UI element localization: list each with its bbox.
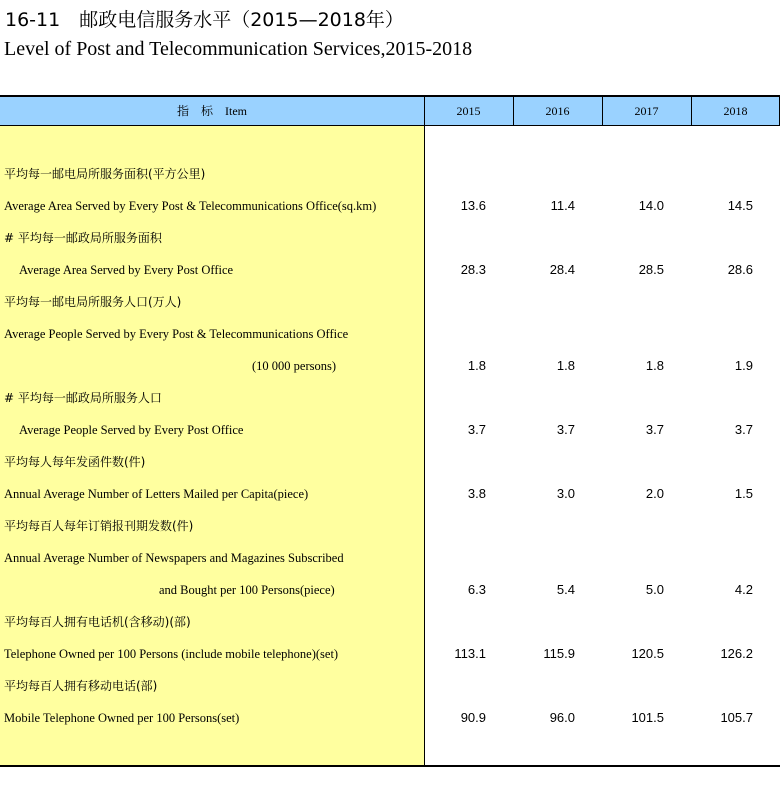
value-cell: 13.6 bbox=[460, 198, 486, 213]
row-label: 平均每百人拥有电话机(含移动)(部) bbox=[4, 615, 191, 629]
table-header-rule bbox=[0, 125, 780, 126]
table-row bbox=[0, 702, 780, 734]
row-label: Telephone Owned per 100 Persons (include mobile telephone)(set) bbox=[4, 647, 339, 661]
value-cell: 90.9 bbox=[460, 710, 486, 725]
value-cell: 3.7 bbox=[734, 422, 753, 437]
value-cell: 3.7 bbox=[645, 422, 664, 437]
value-cell: 28.4 bbox=[549, 262, 575, 277]
header-year: 2015 bbox=[456, 104, 481, 118]
row-label: # 平均每一邮政局所服务人口 bbox=[4, 391, 162, 405]
table-row bbox=[0, 318, 780, 350]
row-label: 平均每一邮电局所服务人口(万人) bbox=[4, 295, 182, 309]
value-cell: 120.5 bbox=[631, 646, 664, 661]
value-cell: 3.0 bbox=[556, 486, 575, 501]
row-label: 平均每百人拥有移动电话(部) bbox=[4, 679, 158, 693]
row-label: Average Area Served by Every Post & Telecommunications Office(sq.km) bbox=[4, 199, 377, 213]
table-title-cn: 16-11 邮政电信服务水平（2015—2018年） bbox=[5, 9, 404, 31]
row-label: 平均每一邮电局所服务面积(平方公里) bbox=[4, 167, 206, 181]
row-label: Average People Served by Every Post Office bbox=[19, 423, 244, 437]
table-row bbox=[0, 382, 780, 414]
table-row bbox=[0, 542, 780, 574]
table-row bbox=[0, 222, 780, 254]
row-label: Annual Average Number of Letters Mailed per Capita(piece) bbox=[4, 487, 309, 501]
header-year: 2016 bbox=[545, 104, 570, 118]
row-label: 平均每百人每年订销报刊期发数(件) bbox=[4, 519, 194, 533]
value-cell: 115.9 bbox=[543, 646, 575, 661]
value-cell: 4.2 bbox=[734, 582, 753, 597]
value-cell: 14.0 bbox=[638, 198, 664, 213]
header-year: 2018 bbox=[723, 104, 748, 118]
table-row bbox=[0, 638, 780, 670]
row-label: Average People Served by Every Post & Telecommunications Office bbox=[4, 327, 349, 341]
value-cell: 3.7 bbox=[556, 422, 575, 437]
value-cell: 28.6 bbox=[727, 262, 753, 277]
table-row bbox=[0, 510, 780, 542]
value-cell: 96.0 bbox=[549, 710, 575, 725]
value-cell: 113.1 bbox=[454, 646, 486, 661]
value-cell: 101.5 bbox=[631, 710, 664, 725]
table-row bbox=[0, 158, 780, 190]
value-cell: 105.7 bbox=[720, 710, 753, 725]
value-cell: 126.2 bbox=[720, 646, 753, 661]
table-row bbox=[0, 606, 780, 638]
table-title-en: Level of Post and Telecommunication Services,2015-2018 bbox=[4, 38, 473, 60]
value-cell: 1.8 bbox=[467, 358, 486, 373]
value-cell: 1.8 bbox=[645, 358, 664, 373]
value-cell: 28.5 bbox=[638, 262, 664, 277]
row-label: and Bought per 100 Persons(piece) bbox=[159, 583, 335, 597]
row-label: (10 000 persons) bbox=[252, 359, 337, 373]
header-year: 2017 bbox=[634, 104, 659, 118]
row-label: Mobile Telephone Owned per 100 Persons(set) bbox=[4, 711, 240, 725]
table-row bbox=[0, 670, 780, 702]
value-cell: 5.0 bbox=[645, 582, 664, 597]
header-indicator-en: Item bbox=[225, 104, 247, 118]
value-cell: 3.8 bbox=[467, 486, 486, 501]
value-cell: 11.4 bbox=[550, 198, 575, 213]
value-cell: 1.5 bbox=[734, 486, 753, 501]
value-cell: 5.4 bbox=[556, 582, 575, 597]
table-row bbox=[0, 478, 780, 510]
table-row bbox=[0, 574, 780, 606]
table-row bbox=[0, 350, 780, 382]
table-row bbox=[0, 286, 780, 318]
table-row bbox=[0, 254, 780, 286]
value-cell: 28.3 bbox=[460, 262, 486, 277]
value-cell: 2.0 bbox=[645, 486, 664, 501]
row-label: 平均每人每年发函件数(件) bbox=[4, 455, 146, 469]
table-bottom-rule bbox=[0, 765, 780, 767]
table-row bbox=[0, 414, 780, 446]
row-label: # 平均每一邮政局所服务面积 bbox=[4, 231, 162, 245]
value-cell: 3.7 bbox=[467, 422, 486, 437]
value-cell: 1.8 bbox=[556, 358, 575, 373]
table-row bbox=[0, 190, 780, 222]
row-label: Average Area Served by Every Post Office bbox=[19, 263, 234, 277]
value-cell: 1.9 bbox=[734, 358, 753, 373]
value-cell: 6.3 bbox=[467, 582, 486, 597]
table-row bbox=[0, 446, 780, 478]
value-cell: 14.5 bbox=[727, 198, 753, 213]
header-indicator bbox=[0, 97, 424, 125]
row-label: Annual Average Number of Newspapers and Magazines Subscribed bbox=[4, 551, 344, 565]
header-indicator-cn: 指 标 bbox=[176, 104, 213, 118]
